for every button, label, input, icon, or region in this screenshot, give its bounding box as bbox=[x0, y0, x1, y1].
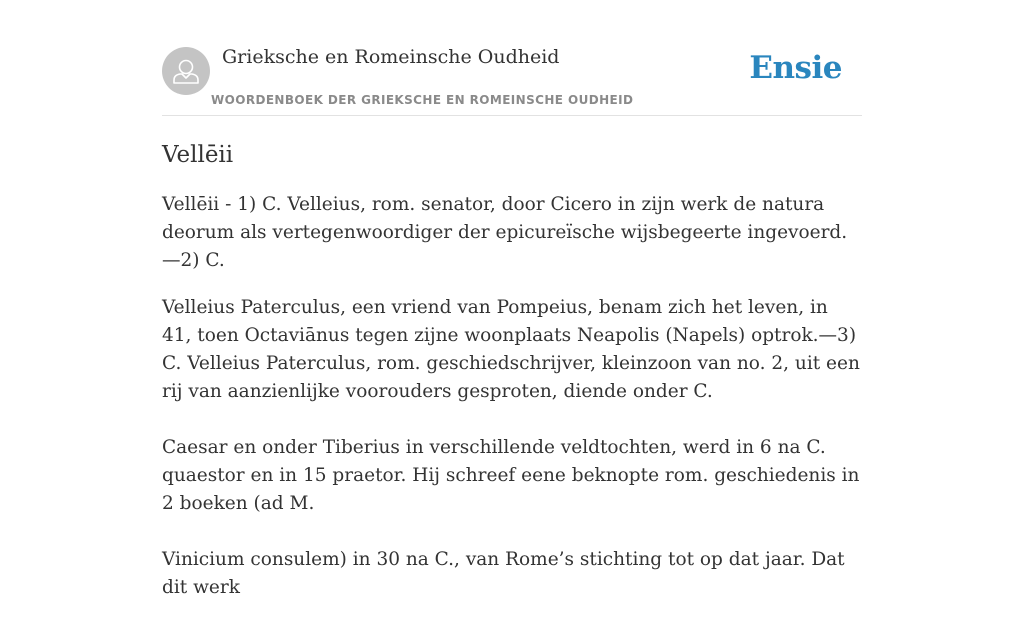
entry-paragraph: Caesar en onder Tiberius in verschillende veldtochten, werd in 6 na C. quaestor en in 15 praetor. Hij schreef eene beknopte rom. geschiedenis in 2 boeken (ad M. bbox=[162, 437, 860, 514]
entry-title: Vellēii bbox=[162, 142, 234, 168]
person-outline-icon bbox=[162, 47, 210, 95]
user-avatar-icon[interactable] bbox=[162, 47, 210, 95]
dictionary-subtitle: WOORDENBOEK DER GRIEKSCHE EN ROMEINSCHE OUDHEID bbox=[211, 93, 634, 107]
dictionary-title-link[interactable]: Grieksche en Romeinsche Oudheid bbox=[222, 46, 560, 68]
entry-paragraph: Vinicium consulem) in 30 na C., van Rome’s stichting tot op dat jaar. Dat dit werk bbox=[162, 549, 845, 598]
entry-content bbox=[162, 138, 862, 621]
header bbox=[162, 40, 862, 116]
ensie-logo[interactable]: Ensie bbox=[749, 50, 842, 86]
entry-paragraph: Vellēii - 1) C. Velleius, rom. senator, door Cicero in zijn werk de natura deorum als vertegenwoordiger der epicureïsche wijsbegeerte ingevoerd.—2) C. bbox=[162, 194, 848, 271]
entry-paragraph: Velleius Paterculus, een vriend van Pompeius, benam zich het leven, in 41, toen Octaviānus tegen zijne woonplaats Neapolis (Napels) optrok.—3) C. Velleius Paterculus, rom. geschiedschrijver, kleinzoon van no. 2, uit een rij van aanzienlijke voorouders gesproten, diende onder C. bbox=[162, 297, 860, 402]
